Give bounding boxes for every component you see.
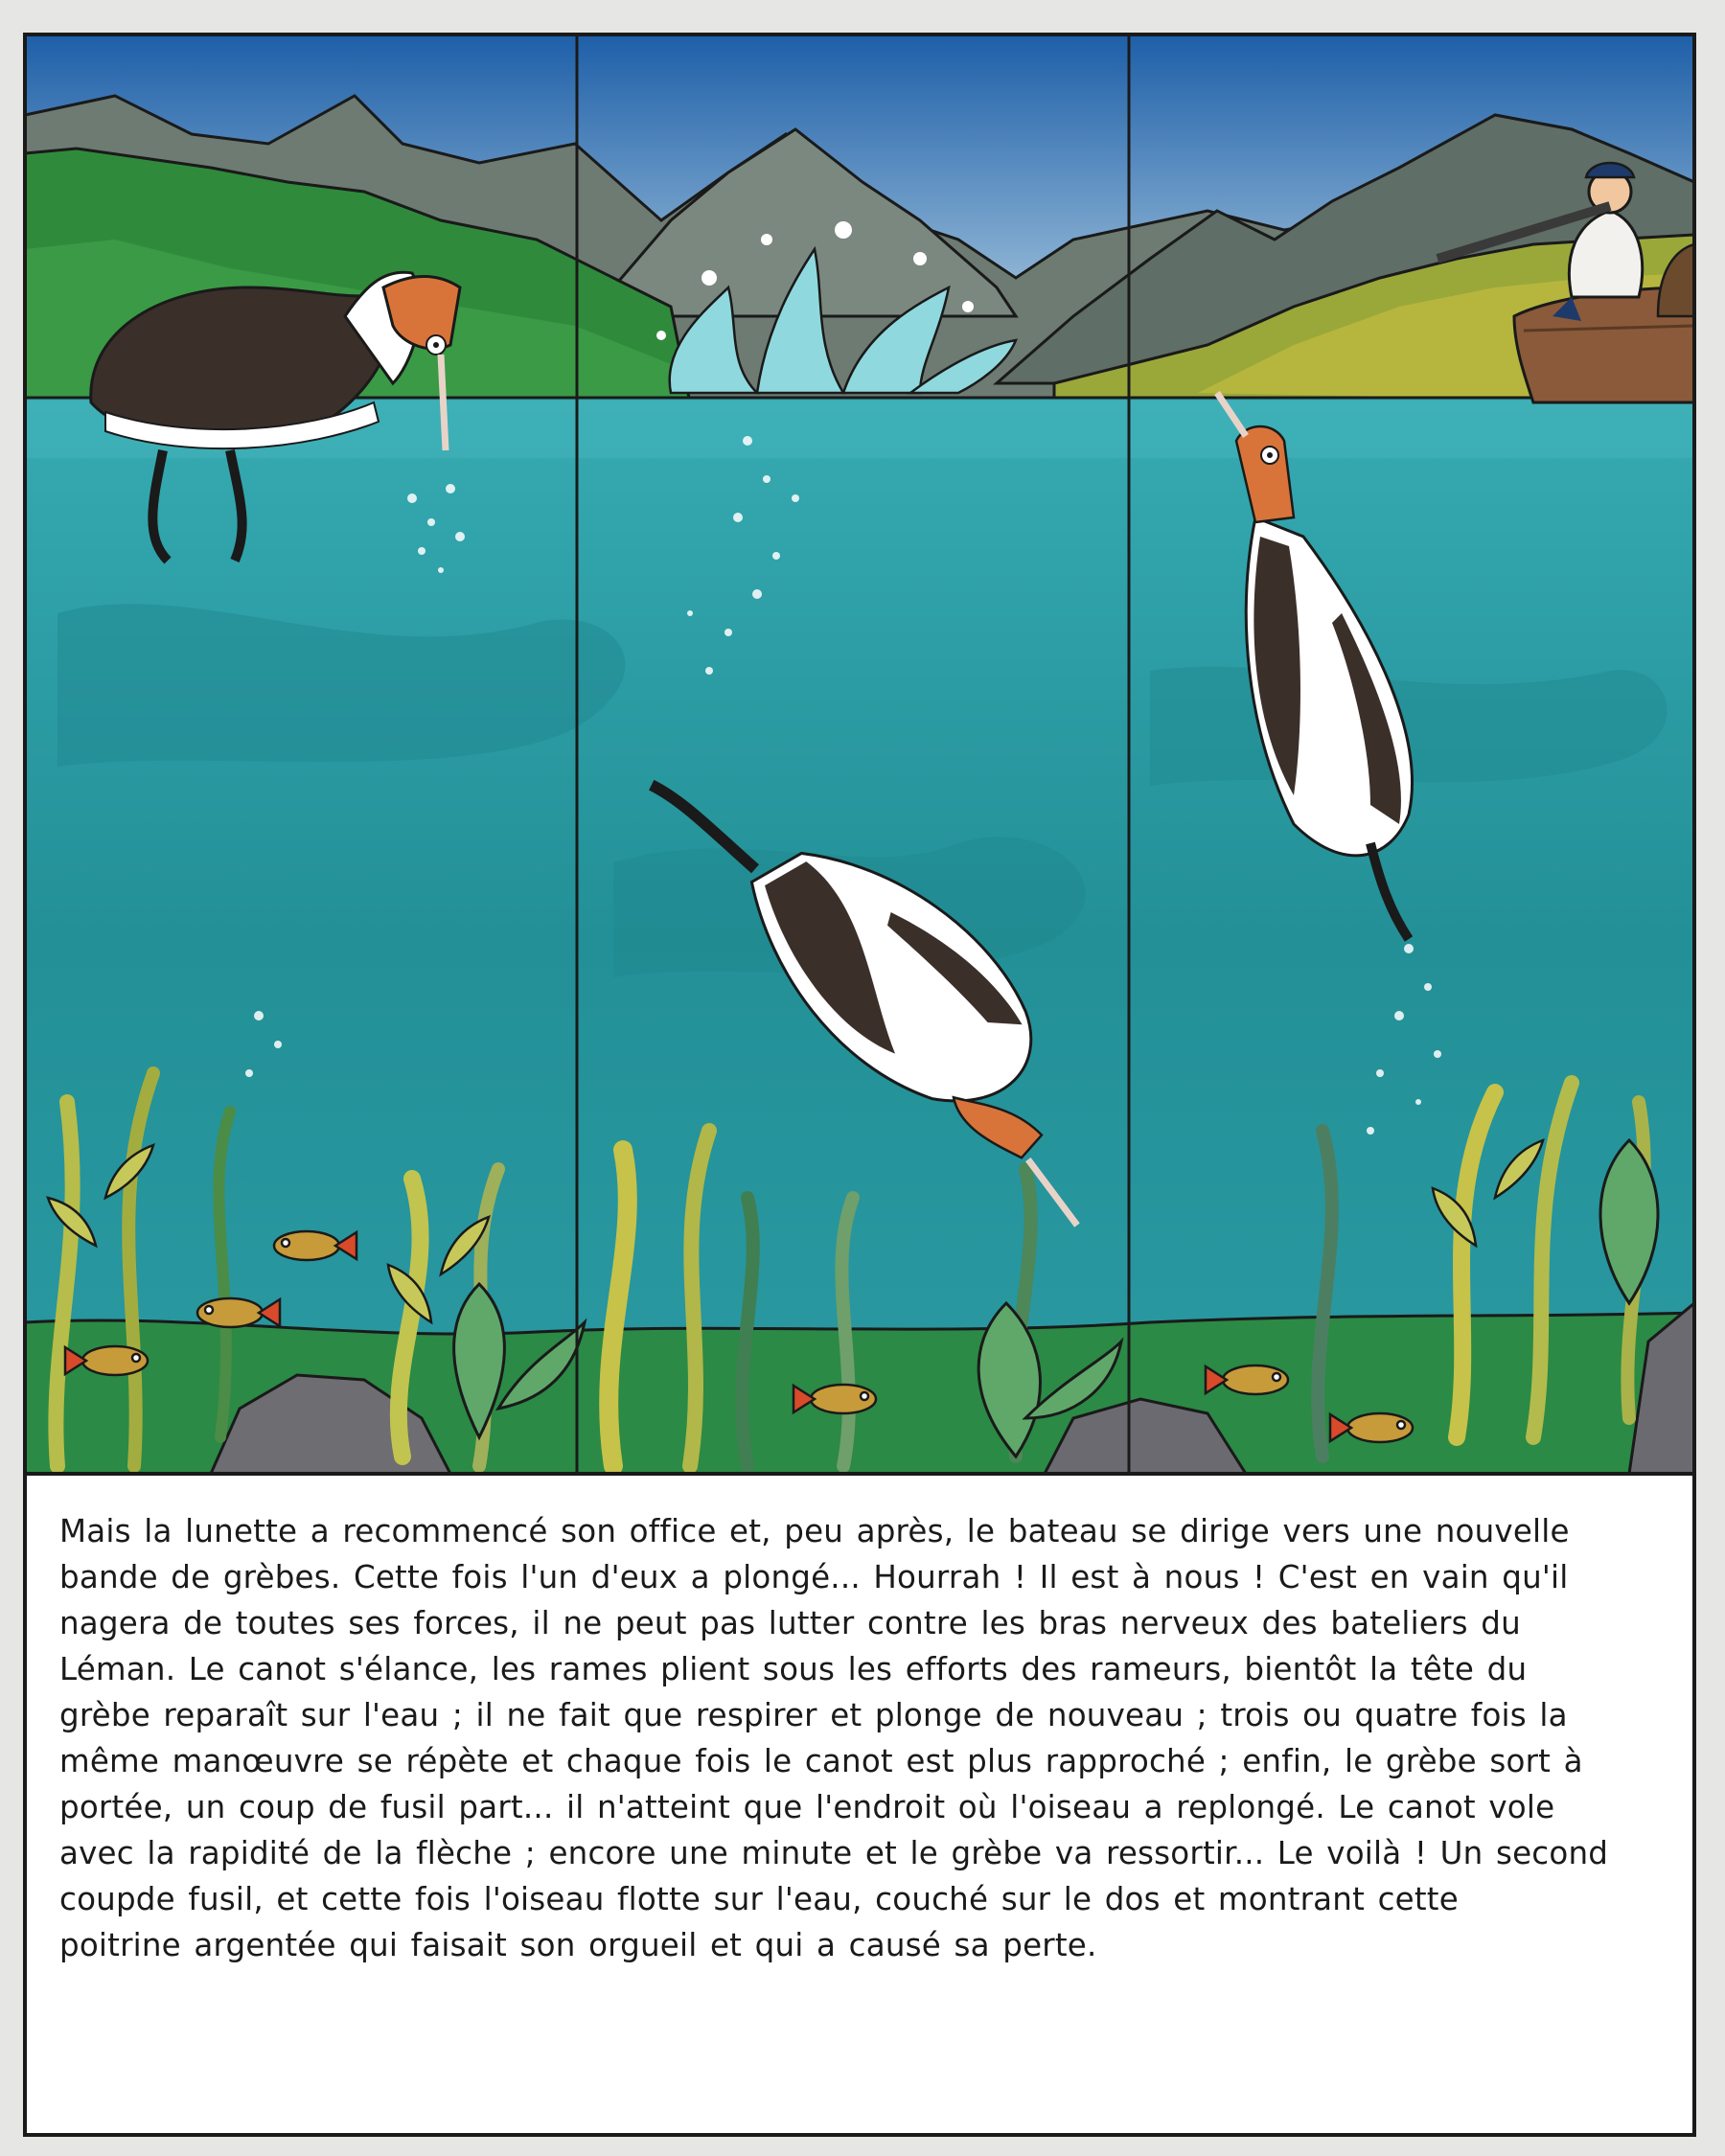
caption-line: Mais la lunette a recommencé son office et, peu après, le bateau se dirige vers une nouvelle [59, 1513, 1570, 1549]
caption-line: bande de grèbes. Cette fois l'un d'eux a plongé... Hourrah ! Il est à nous ! C'est en vain qu'il [59, 1559, 1569, 1595]
caption-line: portée, un coup de fusil part... il n'atteint que l'endroit où l'oiseau a replongé. Le canot vole [59, 1789, 1555, 1825]
caption-line: Léman. Le canot s'élance, les rames plient sous les efforts des rameurs, bientôt la tête du [59, 1651, 1528, 1687]
caption-line: coupde fusil, et cette fois l'oiseau flotte sur l'eau, couché sur le dos et montrant cette [59, 1881, 1459, 1917]
caption-line: avec la rapidité de la flèche ; encore une minute et le grèbe va ressortir... Le voilà ! Un second [59, 1835, 1609, 1871]
caption-line: grèbe reparaît sur l'eau ; il ne fait que respirer et plonge de nouveau ; trois ou quatre fois la [59, 1697, 1568, 1733]
caption-line: poitrine argentée qui faisait son orgueil et qui a causé sa perte. [59, 1927, 1097, 1963]
caption-line: nagera de toutes ses forces, il ne peut pas lutter contre les bras nerveux des bateliers du [59, 1605, 1521, 1641]
caption-line: même manœuvre se répète et chaque fois le canot est plus rapproché ; enfin, le grèbe sort à [59, 1743, 1583, 1779]
caption-text [29, 1472, 1694, 2133]
